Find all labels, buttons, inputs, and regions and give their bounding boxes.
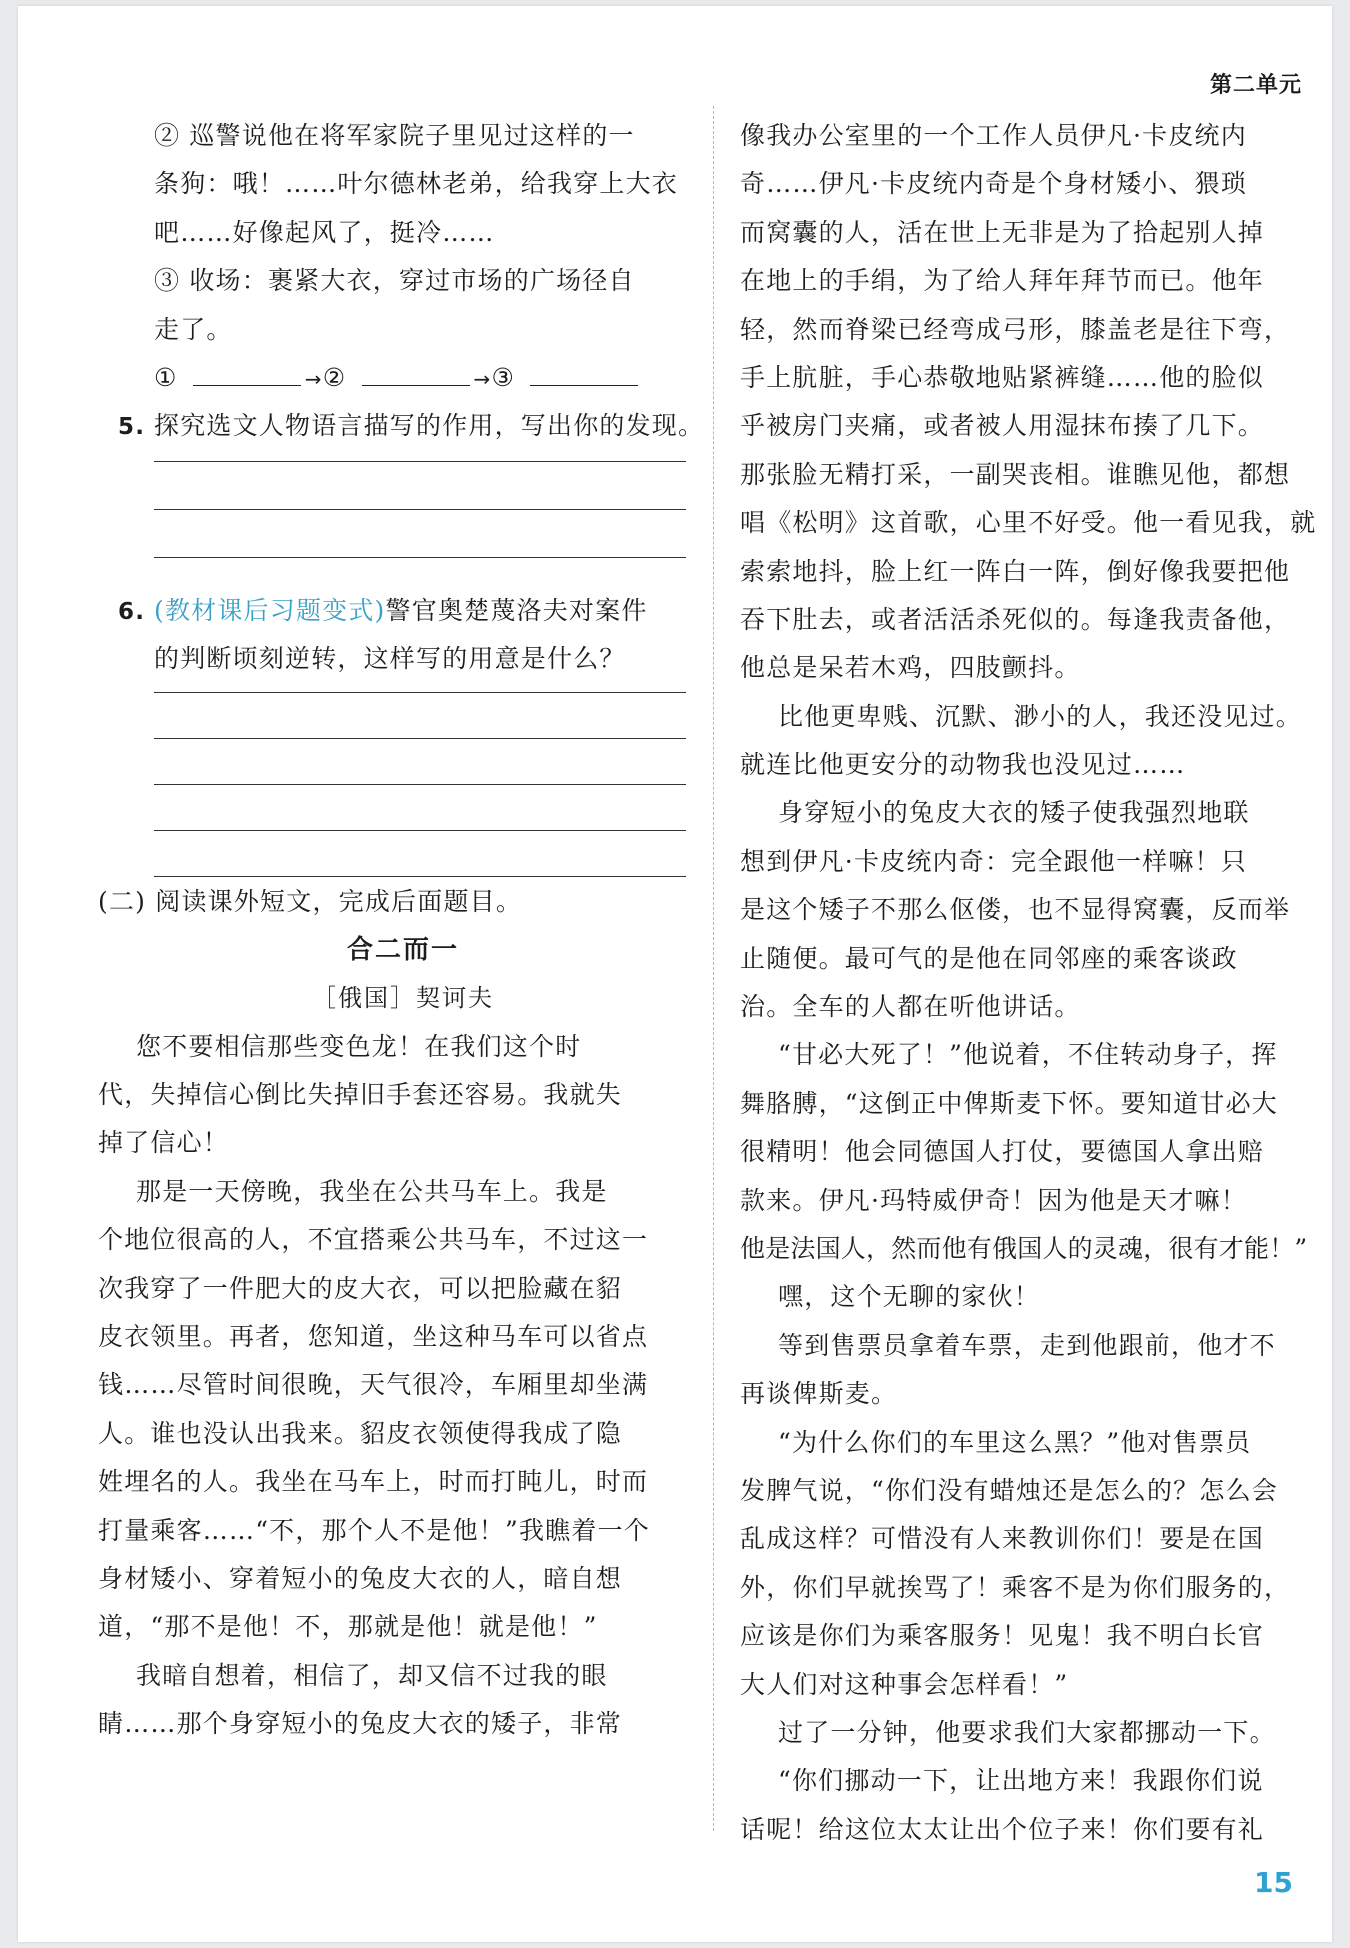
item3-line-2: 走了。 — [154, 314, 233, 344]
arrow-right-icon: → — [304, 366, 323, 391]
right-column — [740, 112, 1317, 1854]
workbook-page — [18, 6, 1332, 1942]
question-5-number: 5. — [118, 414, 146, 441]
story-line: 代，失掉信心倒比失掉旧手套还容易。我就失 — [98, 1080, 623, 1110]
story-line: 乎被房门夹痛，或者被人用湿抹布揍了几下。 — [740, 411, 1265, 441]
page-number: 15 — [1254, 1866, 1293, 1899]
section-heading: (二) 阅读课外短文，完成后面题目。 — [98, 886, 523, 916]
fill-blanks-row — [118, 354, 688, 402]
answer-line[interactable] — [154, 876, 686, 877]
story-line: 掉了信心！ — [98, 1128, 230, 1158]
story-line: 应该是你们为乘客服务！见鬼！我不明白长官 — [740, 1621, 1265, 1651]
story-line: 外，你们早就挨骂了！乘客不是为你们服务的， — [740, 1572, 1291, 1602]
story-line: 舞胳膊，“这倒正中俾斯麦下怀。要知道甘必大 — [740, 1088, 1278, 1118]
item2-line-2: 条狗：哦！……叶尔德林老弟，给我穿上大衣 — [154, 169, 679, 199]
story-line: 大人们对这种事会怎样看！” — [740, 1669, 1069, 1699]
story-line: 您不要相信那些变色龙！在我们这个时 — [136, 1031, 582, 1061]
story-author: ［俄国］契诃夫 — [312, 984, 494, 1013]
question-6-number: 6. — [118, 598, 146, 625]
story-line: 就连比他更安分的动物我也没见过…… — [740, 750, 1186, 780]
q5-answer-area — [118, 451, 688, 601]
story-line: 过了一分钟，他要求我们大家都挪动一下。 — [778, 1717, 1276, 1747]
story-line: 那是一天傍晚，我坐在公共马车上。我是 — [136, 1176, 608, 1206]
question-6-line-2: 的判断顷刻逆转，这样写的用意是什么？ — [154, 644, 626, 674]
answer-line[interactable] — [154, 738, 686, 739]
story-line: 姓埋名的人。我坐在马车上，时而打盹儿，时而 — [98, 1467, 649, 1497]
story-line: 等到售票员拿着车票，走到他跟前，他才不 — [778, 1330, 1276, 1360]
story-line: 比他更卑贱、沉默、渺小的人，我还没见过。 — [778, 701, 1303, 731]
story-line: 嘿，这个无聊的家伙！ — [778, 1282, 1041, 1312]
blank-1[interactable] — [193, 363, 301, 386]
story-line: 奇……伊凡·卡皮统内奇是个身材矮小、猥琐 — [740, 169, 1247, 199]
story-line: 轻，然而脊梁已经弯成弓形，膝盖老是往下弯， — [740, 314, 1291, 344]
story-line: 他是法国人，然而他有俄国人的灵魂，很有才能！” — [740, 1233, 1308, 1263]
story-title: 合二而一 — [346, 934, 459, 965]
story-line: 个地位很高的人，不宜搭乘公共马车，不过这一 — [98, 1225, 649, 1255]
answer-line[interactable] — [154, 509, 686, 510]
story-line: 是这个矮子不那么伛偻，也不显得窝囊，反而举 — [740, 895, 1291, 925]
blank-2[interactable] — [362, 363, 470, 386]
item2-line-1: ② 巡警说他在将军家院子里见过这样的一 — [154, 121, 635, 150]
story-line: 发脾气说，“你们没有蜡烛还是怎么的？怎么会 — [740, 1475, 1278, 1505]
answer-line[interactable] — [154, 461, 686, 462]
story-line: 那张脸无精打采，一副哭丧相。谁瞧见他，都想 — [740, 459, 1291, 489]
story-line: 很精明！他会同德国人打仗，要德国人拿出赔 — [740, 1137, 1265, 1167]
story-line: 人。谁也没认出我来。貂皮衣领使得我成了隐 — [98, 1418, 623, 1448]
story-line: 钱……尽管时间很晚，天气很冷，车厢里却坐满 — [98, 1370, 649, 1400]
question-6-text-1: 警官奥楚蔑洛夫对案件 — [385, 595, 648, 625]
answer-line[interactable] — [154, 830, 686, 831]
story-line: 睛……那个身穿短小的兔皮大衣的矮子，非常 — [98, 1709, 623, 1739]
story-line: 乱成这样？可惜没有人来教训你们！要是在国 — [740, 1524, 1265, 1554]
story-line: 手上肮脏，手心恭敬地贴紧裤缝……他的脸似 — [740, 362, 1265, 392]
story-line: 他总是呆若木鸡，四肢颤抖。 — [740, 653, 1081, 683]
story-line: 索索地抖，脸上红一阵白一阵，倒好像我要把他 — [740, 556, 1291, 586]
story-line: 吞下肚去，或者活活杀死似的。每逢我责备他， — [740, 604, 1291, 634]
story-line: 想到伊凡·卡皮统内奇：完全跟他一样嘛！只 — [740, 846, 1247, 876]
story-line: 而窝囊的人，活在世上无非是为了拾起别人掉 — [740, 217, 1265, 247]
story-line: 款来。伊凡·玛特威伊奇！因为他是天才嘛！ — [740, 1185, 1247, 1215]
story-line: 像我办公室里的一个工作人员伊凡·卡皮统内 — [740, 121, 1247, 150]
question-5 — [118, 402, 705, 450]
story-line: 唱《松明》这首歌，心里不好受。他一看见我，就 — [740, 508, 1317, 538]
left-column — [98, 112, 705, 1749]
story-line: 道，“那不是他！不，那就是他！就是他！” — [98, 1612, 598, 1642]
story-line: 皮衣领里。再者，您知道，坐这种马车可以省点 — [98, 1322, 649, 1352]
answer-line[interactable] — [154, 784, 686, 785]
arrow-right-icon: → — [473, 366, 492, 391]
story-body-left — [98, 1023, 688, 1749]
blank-3[interactable] — [530, 363, 638, 386]
blank-label-2: ② — [322, 362, 347, 392]
answer-line[interactable] — [154, 557, 686, 558]
answer-line[interactable] — [154, 692, 686, 693]
story-line: 再谈俾斯麦。 — [740, 1379, 898, 1409]
story-line: “甘必大死了！”他说着，不住转动身子，挥 — [778, 1040, 1278, 1070]
item2-line-3: 吧……好像起风了，挺冷…… — [154, 217, 495, 247]
blank-label-3: ③ — [491, 362, 516, 392]
question-6-tag: (教材课后习题变式) — [154, 595, 386, 625]
unit-label: 第二单元 — [1210, 73, 1303, 98]
story-line: “你们挪动一下，让出地方来！我跟你们说 — [778, 1766, 1264, 1796]
question-5-text: 探究选文人物语言描写的作用，写出你的发现。 — [154, 411, 705, 441]
story-line: 治。全车的人都在听他讲话。 — [740, 992, 1081, 1022]
story-line: 次我穿了一件肥大的皮大衣，可以把脸藏在貂 — [98, 1273, 623, 1303]
item3-line-1: ③ 收场：裹紧大衣，穿过市场的广场径自 — [154, 266, 635, 296]
story-line: 身材矮小、穿着短小的兔皮大衣的人，暗自想 — [98, 1563, 623, 1593]
story-line: 我暗自想着，相信了，却又信不过我的眼 — [136, 1660, 608, 1690]
blank-label-1: ① — [154, 362, 178, 392]
column-divider — [713, 106, 714, 1831]
story-line: “为什么你们的车里这么黑？”他对售票员 — [778, 1427, 1252, 1457]
q6-answer-area — [118, 684, 688, 900]
story-line: 话呢！给这位太太让出个位子来！你们要有礼 — [740, 1814, 1265, 1844]
story-line: 身穿短小的兔皮大衣的矮子使我强烈地联 — [778, 798, 1250, 828]
story-line: 止随便。最可气的是他在同邻座的乘客谈政 — [740, 943, 1238, 973]
story-line: 打量乘客……“不，那个人不是他！”我瞧着一个 — [98, 1515, 650, 1545]
story-line: 在地上的手绢，为了给人拜年拜节而已。他年 — [740, 266, 1265, 296]
